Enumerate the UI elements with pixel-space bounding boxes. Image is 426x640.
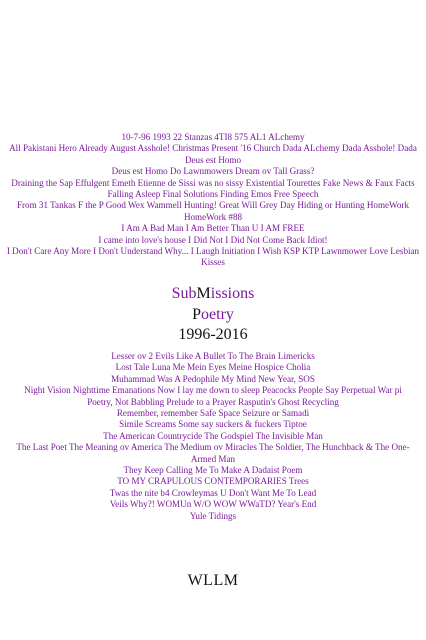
poem-title-line: Deus est Homo Do Lawnmowers Dream ov Tall Grass? [111,166,315,177]
poem-title-line: I came into love's house I Did Not I Did Not Come Back Idiot! [98,234,328,245]
poem-title-line: Muhammad Was A Pedophile My Mind New Year, SOS [111,373,315,384]
poem-title-line: I Don't Care Any More I Don't Understand Why... I Laugh Initiation I Wish KSP KTP Lawnmower Love Lesbian Kisses [6,246,420,268]
poem-title-line: All Pakistani Hero Already August Asshole! Christmas Present '16 Church Dada ALchemy Dada Asshole! Dada Deus est Homo [9,143,417,165]
book-subtitle-rest: oetry [201,306,234,323]
book-title-sub: Sub [171,285,197,302]
poem-title-line: Lost Tale Luna Me Mein Eyes Meine Hospice Cholia [115,362,311,373]
book-subtitle-p: P [192,306,202,323]
poem-title-line: I Am A Bad Man I Am Better Than U I AM FREE [121,223,305,234]
poem-title-line: 10-7-96 1993 22 Stanzas 4TI8 575 AL1 ALchemy [121,132,305,142]
poem-title-line: The American Countrycide The Godspiel The Invisible Man [103,430,323,441]
book-title-rest: issions [210,285,255,302]
book-subtitle [0,305,426,325]
book-title-m: M [196,285,211,302]
poem-titles-top [6,132,420,269]
poem-title-line: Simile Screams Some say suckers & fuckers Tiptoe [119,419,307,430]
poem-title-line: Draining the Sap Effulgent Emeth Etienne de Sissi was no sissy Existential Tourettes Fake News & Faux Facts [11,177,415,188]
poem-title-line: They Keep Calling Me To Make A Dadaist Poem [123,465,303,476]
poem-title-line: TO MY CRAPULOUS CONTEMPORARIES Trees [117,476,309,487]
poem-title-line: Falling Asleep Final Solutions Finding Emos Free Speech [107,189,319,200]
poem-title-line: Twas the nite b4 Crowleymas U Don't Want Me To Lead [109,487,317,498]
book-years: 1996-2016 [178,326,248,343]
poem-title-line: From 31 Tankas F the P Good Wex Wammell Hunting! Great Will Grey Day Hiding or Hunting HomeWork HomeWork #88 [16,200,410,222]
poem-title-line: Night Vision Nighttime Emanations Now I lay me down to sleep Peacocks People Say Perpetual War pi [24,385,402,396]
poem-titles-bottom [6,351,420,522]
book-title [0,284,426,304]
poem-title-line: Poetry, Not Babbling Prelude to a Prayer Rasputin's Ghost Recycling [87,396,339,407]
poem-title-line: Remember, remember Safe Space Seizure or Samadi [116,408,310,419]
poem-title-line: The Last Poet The Meaning ov America The Medium ov Miracles The Soldier, The Hunchback & The One-Armed Man [16,442,410,464]
author-name: WLLM [187,572,239,589]
poem-title-line: Lesser ov 2 Evils Like A Bullet To The Brain Limericks [111,351,315,361]
poem-title-line: Veils Why?! WOMUn W/O WOW WWaTD? Year's End [109,499,317,510]
poem-title-line: Yule Tidings [189,510,237,521]
